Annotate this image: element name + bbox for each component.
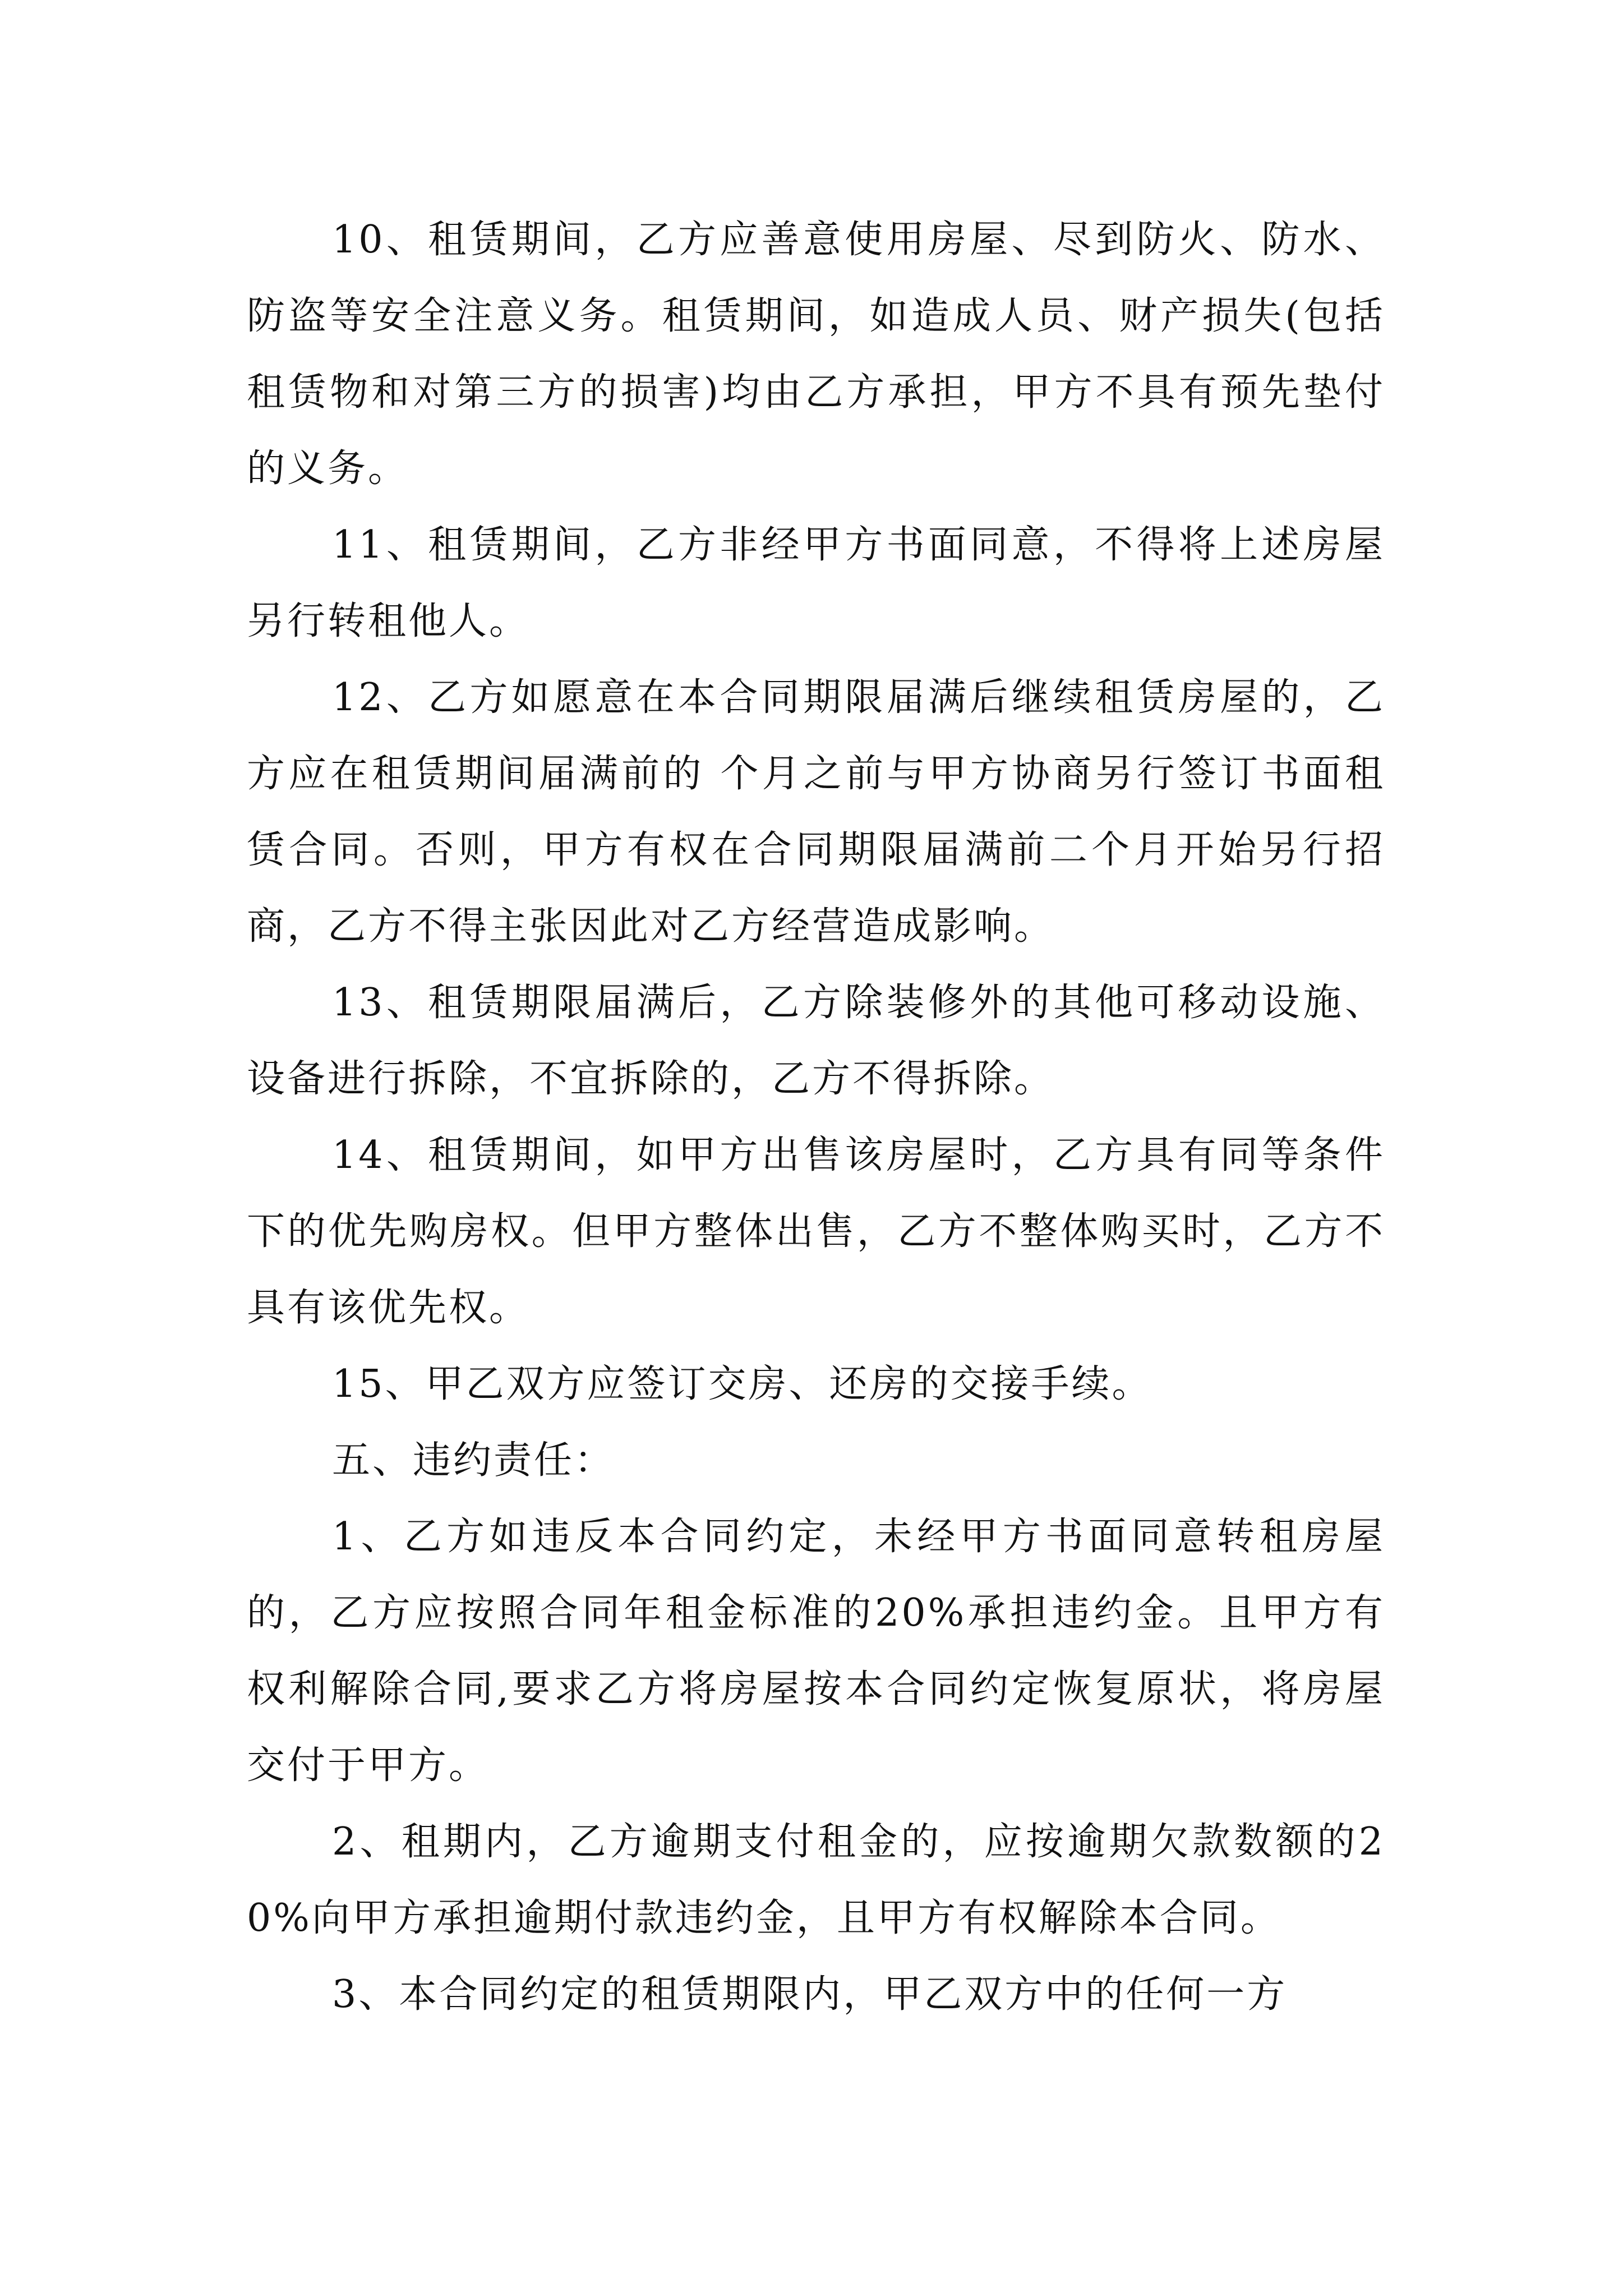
clause-15: 15、甲乙双方应签订交房、还房的交接手续。 — [332, 1362, 1152, 1406]
document-body — [247, 202, 1385, 2033]
breach-clause-1: 1、乙方如违反本合同约定，未经甲方书面同意转租房屋的，乙方应按照合同年租金标准的20%承担违约金。且甲方有权利解除合同,要求乙方将房屋按本合同约定恢复原状，将房屋交付于甲方。 — [247, 1515, 1385, 1788]
clause-12: 12、乙方如愿意在本合同期限届满后继续租赁房屋的，乙方应在租赁期间届满前的 个月之前与甲方协商另行签订书面租赁合同。否则，甲方有权在合同期限届满前二个月开始另行招商，乙方不得主张因此对乙方经营造成影响。 — [247, 675, 1385, 949]
breach-clause-3: 3、本合同约定的租赁期限内，甲乙双方中的任何一方 — [332, 1972, 1288, 2017]
clause-10: 10、租赁期间，乙方应善意使用房屋、尽到防火、防水、防盗等安全注意义务。租赁期间，如造成人员、财产损失(包括租赁物和对第三方的损害)均由乙方承担，甲方不具有预先垫付的义务。 — [247, 218, 1385, 491]
clause-13: 13、租赁期限届满后，乙方除装修外的其他可移动设施、设备进行拆除，不宜拆除的，乙方不得拆除。 — [247, 981, 1385, 1101]
clause-14: 14、租赁期间，如甲方出售该房屋时，乙方具有同等条件下的优先购房权。但甲方整体出售，乙方不整体购买时，乙方不具有该优先权。 — [247, 1133, 1385, 1330]
clause-11: 11、租赁期间，乙方非经甲方书面同意，不得将上述房屋另行转租他人。 — [247, 523, 1385, 643]
breach-clause-2: 2、租期内，乙方逾期支付租金的，应按逾期欠款数额的20%向甲方承担逾期付款违约金，且甲方有权解除本合同。 — [247, 1820, 1385, 1940]
section-heading-breach-liability: 五、违约责任： — [332, 1438, 615, 1483]
